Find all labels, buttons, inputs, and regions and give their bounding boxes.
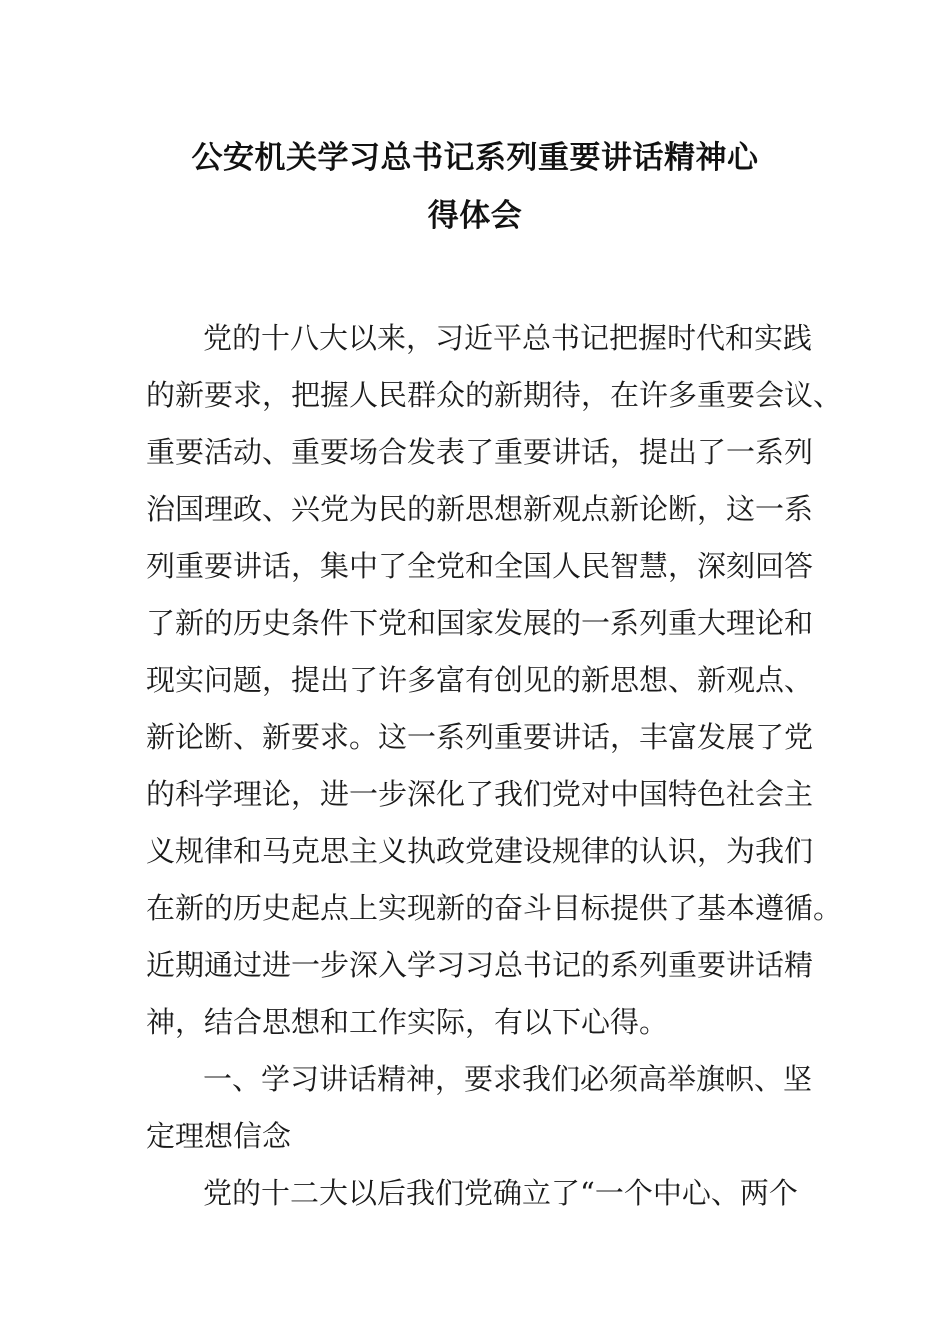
paragraph-line: 的科学理论，进一步深化了我们党对中国特色社会主: [146, 777, 814, 811]
paragraph-line: 神，结合思想和工作实际，有以下心得。: [146, 1005, 669, 1039]
paragraph-line: 党的十二大以后我们党确立了“一个中心、两个: [203, 1176, 798, 1210]
paragraph-line: 党的十八大以来，习近平总书记把握时代和实践: [203, 321, 813, 355]
paragraph-line: 新论断、新要求。这一系列重要讲话，丰富发展了党: [146, 720, 814, 754]
paragraph-line: 现实问题，提出了许多富有创见的新思想、新观点、: [146, 663, 814, 697]
section-heading-line: 定理想信念: [146, 1119, 292, 1153]
section-heading-line: 一、学习讲话精神，要求我们必须高举旗帜、坚: [203, 1062, 813, 1096]
paragraph-line: 在新的历史起点上实现新的奋斗目标提供了基本遵循。: [146, 891, 843, 925]
paragraph-line: 的新要求，把握人民群众的新期待，在许多重要会议、: [146, 378, 843, 412]
document-title-line-1: 公安机关学习总书记系列重要讲话精神心: [191, 140, 759, 176]
paragraph-line: 了新的历史条件下党和国家发展的一系列重大理论和: [146, 606, 814, 640]
paragraph-line: 义规律和马克思主义执政党建设规律的认识，为我们: [146, 834, 814, 868]
document-title-line-2: 得体会: [427, 198, 523, 234]
paragraph-line: 近期通过进一步深入学习习总书记的系列重要讲话精: [146, 948, 814, 982]
paragraph-line: 列重要讲话，集中了全党和全国人民智慧，深刻回答: [146, 549, 814, 583]
paragraph-line: 治国理政、兴党为民的新思想新观点新论断，这一系: [146, 492, 814, 526]
paragraph-line: 重要活动、重要场合发表了重要讲话，提出了一系列: [146, 435, 814, 469]
